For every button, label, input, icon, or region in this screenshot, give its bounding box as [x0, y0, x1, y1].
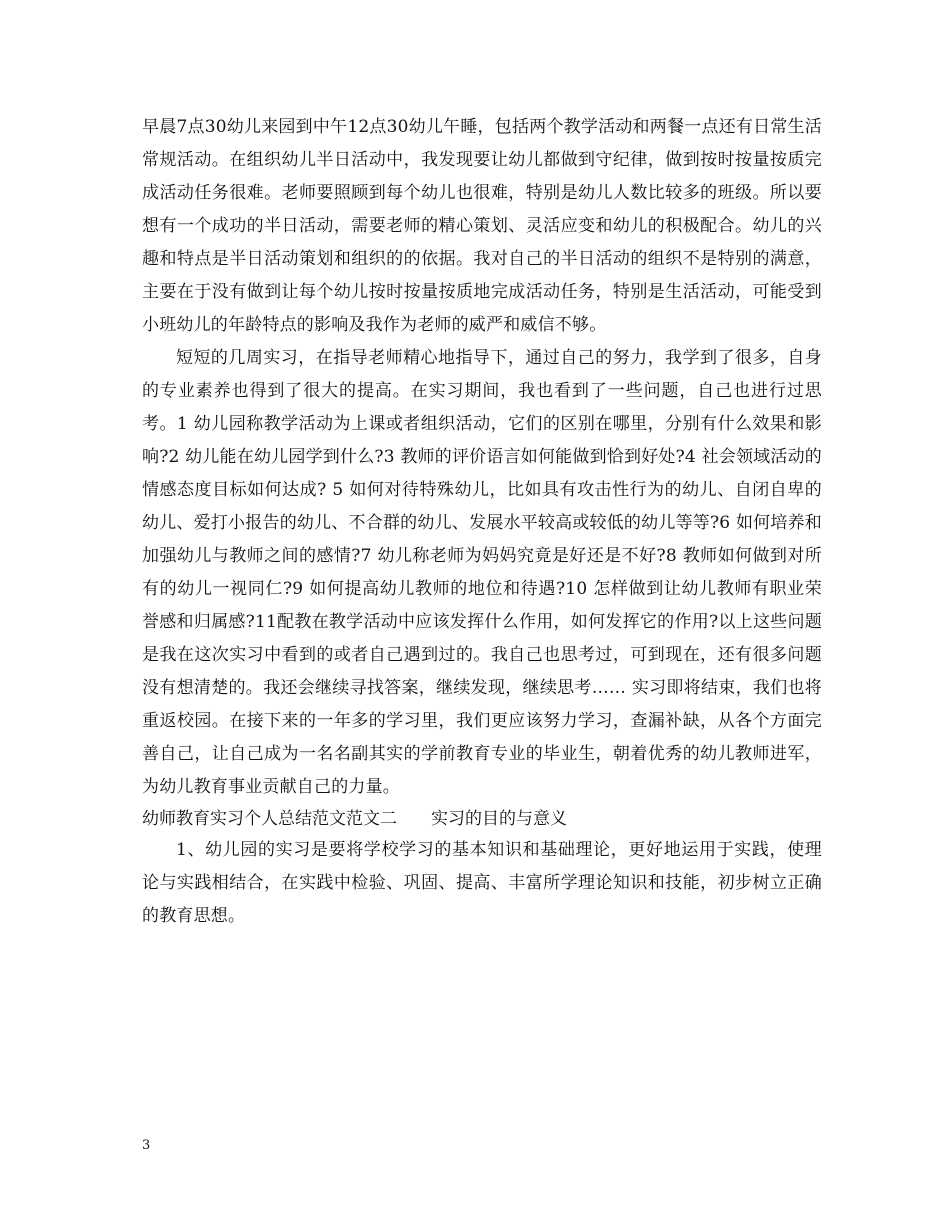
page-number: 3 [142, 1138, 151, 1153]
document-body [142, 111, 822, 933]
paragraph-half-day-activity: 早晨7点30幼儿来园到中午12点30幼儿午睡，包括两个教学活动和两餐一点还有日常生活常规活动。在组织幼儿半日活动中，我发现要让幼儿都做到守纪律，做到按时按量按质完成活动任务很难。老师要照顾到每个幼儿也很难，特别是幼儿人数比较多的班级。所以要想有一个成功的半日活动，需要老师的精心策划、灵活应变和幼儿的积极配合。幼儿的兴趣和特点是半日活动策划和组织的的依据。我对自己的半日活动的组织不是特别的满意，主要在于没有做到让每个幼儿按时按量按质地完成活动任务，特别是生活活动，可能受到小班幼儿的年龄特点的影响及我作为老师的威严和威信不够。 [142, 117, 822, 335]
paragraph-reflection: 短短的几周实习，在指导老师精心地指导下，通过自己的努力，我学到了很多，自身的专业素养也得到了很大的提高。在实习期间，我也看到了一些问题，自己也进行过思考。1 幼儿园称教学活动为上课或者组织活动，它们的区别在哪里，分别有什么效果和影响?2 幼儿能在幼儿园学到什么?3 教师的评价语言如何能做到恰到好处?4 社会领域活动的情感态度目标如何达成? 5 如何对待特殊幼儿，比如具有攻击性行为的幼儿、自闭自卑的幼儿、爱打小报告的幼儿、不合群的幼儿、发展水平较高或较低的幼儿等等?6 如何培养和加强幼儿与教师之间的感情?7 幼儿称老师为妈妈究竟是好还是不好?8 教师如何做到对所有的幼儿一视同仁?9 如何提高幼儿教师的地位和待遇?10 怎样做到让幼儿教师有职业荣誉感和归属感?11配教在教学活动中应该发挥什么作用，如何发挥它的作用?以上这些问题是我在这次实习中看到的或者自己遇到过的。我自己也思考过，可到现在，还有很多问题没有想清楚的。我还会继续寻找答案，继续发现，继续思考…… 实习即将结束，我们也将重返校园。在接下来的一年多的学习里，我们更应该努力学习，查漏补缺，从各个方面完善自己，让自己成为一名名副其实的学前教育专业的毕业生，朝着优秀的幼儿教师进军，为幼儿教育事业贡献自己的力量。 [142, 348, 822, 797]
paragraph-purpose: 1、幼儿园的实习是要将学校学习的基本知识和基础理论，更好地运用于实践，使理论与实践相结合，在实践中检验、巩固、提高、丰富所学理论知识和技能，初步树立正确的教育思想。 [142, 840, 822, 926]
section-title: 幼师教育实习个人总结范文范文二 实习的目的与意义 [142, 809, 567, 829]
